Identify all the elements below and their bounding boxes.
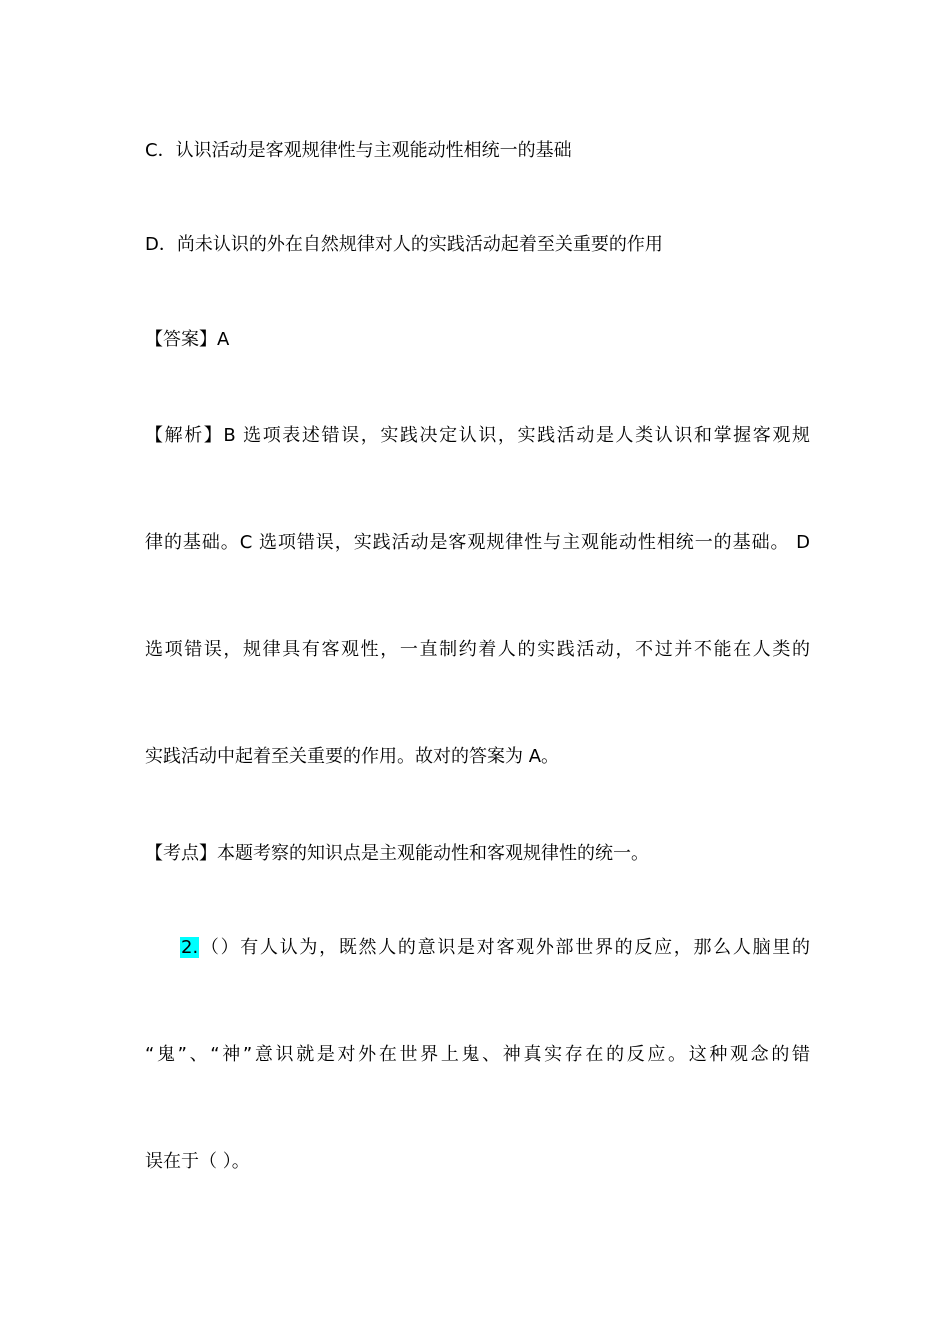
analysis-line-2: 律的基础。C 选项错误，实践活动是客观规律性与主观能动性相统一的基础。 D [145, 532, 810, 553]
question-number: 2. [181, 937, 199, 958]
question-2-text: （）有人认为，既然人的意识是对客观外部世界的反应，那么人脑里的 [199, 937, 810, 958]
analysis-line-4: 实践活动中起着至关重要的作用。故对的答案为 A。 [145, 746, 560, 767]
kaodian-line: 【考点】本题考察的知识点是主观能动性和客观规律性的统一。 [145, 843, 649, 864]
answer-value: A [217, 329, 230, 350]
analysis-line-1: 【解析】B 选项表述错误，实践决定认识，实践活动是人类认识和掌握客观规 [145, 425, 810, 446]
answer-label: 【答案】 [145, 329, 217, 350]
question-2-line-1 [180, 936, 810, 960]
question-2-line-2: “鬼”、“神”意识就是对外在世界上鬼、神真实存在的反应。这种观念的错 [145, 1044, 810, 1065]
question-2-line-3: 误在于（ ）。 [145, 1151, 250, 1172]
option-c: C．认识活动是客观规律性与主观能动性相统一的基础 [145, 140, 572, 161]
analysis-line-3: 选项错误，规律具有客观性，一直制约着人的实践活动，不过并不能在人类的 [145, 639, 810, 660]
answer-line [145, 328, 810, 352]
option-d: D．尚未认识的外在自然规律对人的实践活动起着至关重要的作用 [145, 234, 663, 255]
